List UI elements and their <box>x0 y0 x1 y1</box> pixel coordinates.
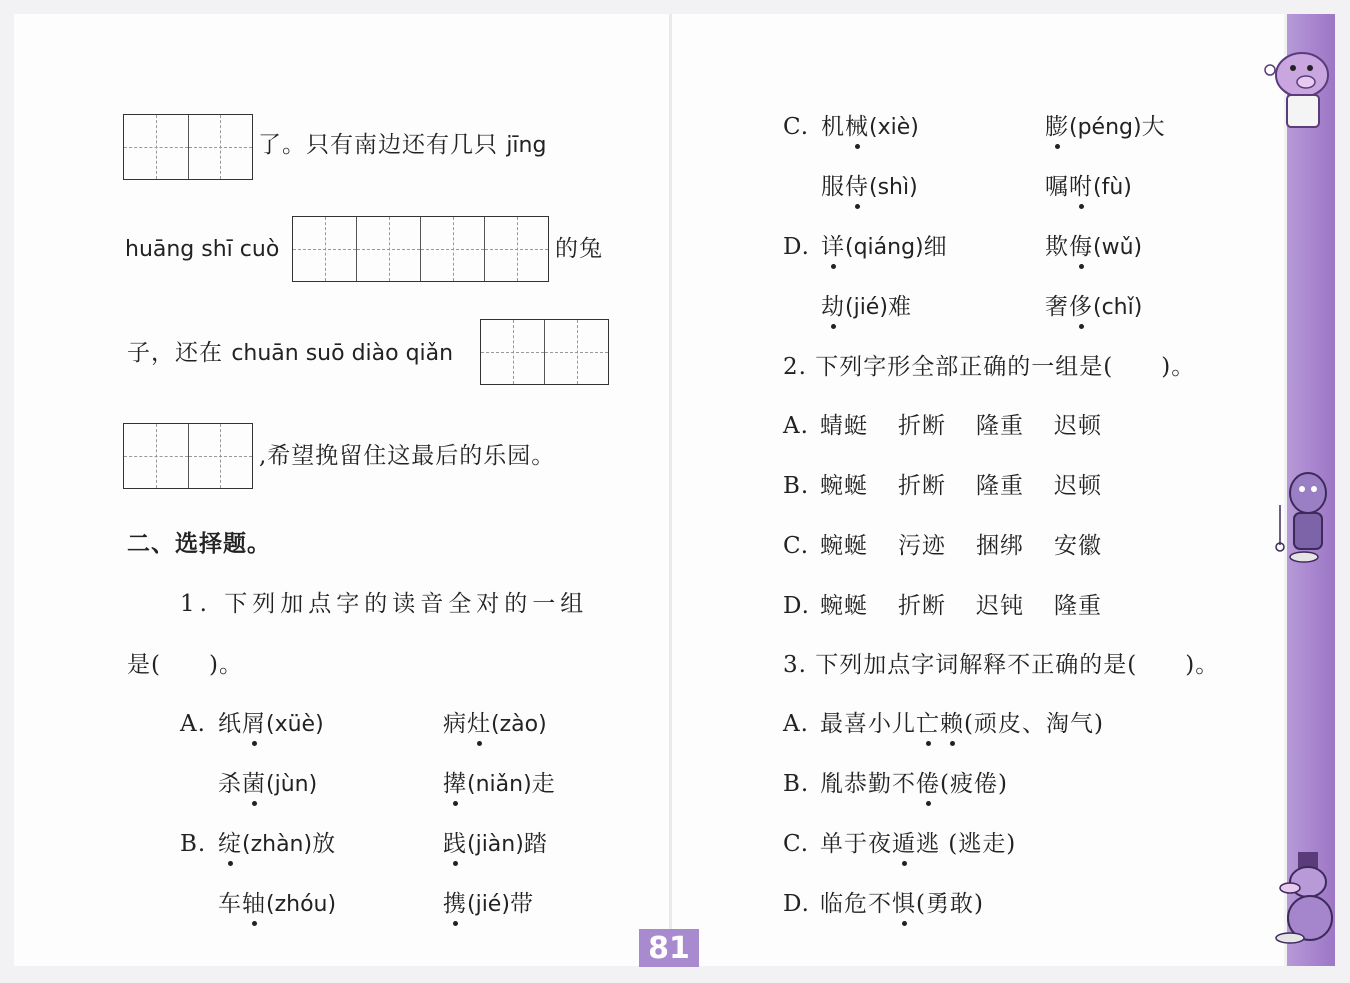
word-suffix: 放 <box>312 831 337 857</box>
option-word-b <box>1045 116 1166 139</box>
word-prefix: 病 <box>443 711 467 737</box>
dotted-char: 践 <box>443 831 467 857</box>
dotted-char: 侈 <box>1069 294 1093 320</box>
dotted-char: 屑 <box>242 711 266 737</box>
pinyin: (shì) <box>869 175 918 200</box>
option-word-a <box>218 773 317 796</box>
tianzige-box-2[interactable] <box>292 216 549 282</box>
text-prefix: 临危不 <box>820 891 892 917</box>
pinyin: (chǐ) <box>1093 295 1143 320</box>
dotted-char: 亡 <box>916 711 940 737</box>
dotted-char: 膨 <box>1045 114 1069 140</box>
option-word: 污迹 <box>898 533 946 559</box>
option-word: 蜻蜓 <box>820 413 868 439</box>
option-word: 蜿蜒 <box>820 593 868 619</box>
option-text <box>820 713 1104 736</box>
option-label: B. <box>783 473 810 499</box>
pinyin: (niǎn) <box>467 772 532 797</box>
line2-tail: 的兔 <box>555 236 603 262</box>
option-label: C. <box>783 831 810 857</box>
wolf-mascot-icon <box>1270 465 1340 565</box>
tianzige-box-1[interactable] <box>123 114 253 180</box>
word-suffix: 走 <box>531 771 556 797</box>
line3: 子，还在 chuān suō diào qiǎn <box>127 340 454 366</box>
text-prefix: 胤恭勤不 <box>820 771 916 797</box>
option-label: D. <box>783 891 810 917</box>
option-word-b <box>443 833 548 856</box>
dotted-char: 详 <box>821 234 845 260</box>
option-word: 隆重 <box>1054 593 1102 619</box>
pinyin: (xüè) <box>266 712 324 737</box>
dotted-char: 灶 <box>467 711 491 737</box>
word-prefix: 机 <box>821 114 845 140</box>
option-label: D. <box>783 234 810 260</box>
pinyin: (zhóu) <box>266 892 337 917</box>
option-text <box>820 893 984 916</box>
dotted-char: 劫 <box>821 294 845 320</box>
option-label: C. <box>783 533 810 559</box>
pinyin: (wǔ) <box>1093 235 1143 260</box>
option-word-a <box>218 893 336 916</box>
pinyin: (zhàn) <box>242 832 313 857</box>
option-word-a <box>821 116 919 139</box>
option-word-b <box>1045 236 1142 259</box>
text-suffix: (勇敢) <box>916 891 984 917</box>
option-label: A. <box>783 413 809 439</box>
dotted-char: 赖 <box>940 711 964 737</box>
dotted-char: 侍 <box>845 174 869 200</box>
option-label: A. <box>783 711 809 737</box>
pinyin: (qiáng) <box>845 235 924 260</box>
dotted-char: 轴 <box>242 891 266 917</box>
option-text <box>820 833 1016 856</box>
pinyin: (jiàn) <box>467 832 524 857</box>
section-title: 二、选择题。 <box>127 531 271 557</box>
pinyin-huangshicuo: huāng shī cuò <box>125 237 280 262</box>
dotted-char: 倦 <box>916 771 940 797</box>
text-suffix: 逃 (逃走) <box>916 831 1017 857</box>
dotted-char: 菌 <box>242 771 266 797</box>
option-word: 隆重 <box>976 473 1024 499</box>
q1-stem-2: 是( )。 <box>127 652 243 678</box>
option-word-a <box>218 713 324 736</box>
word-prefix: 欺 <box>1045 234 1069 260</box>
pinyin: (péng) <box>1069 115 1142 140</box>
pinyin: (fù) <box>1093 175 1132 200</box>
pig-mascot-icon <box>1262 40 1340 130</box>
word-prefix: 杀 <box>218 771 242 797</box>
text-prefix: 单于夜 <box>820 831 892 857</box>
text-suffix: (顽皮、淘气) <box>964 711 1104 737</box>
word-prefix: 服 <box>821 174 845 200</box>
word-prefix: 奢 <box>1045 294 1069 320</box>
option-word-a <box>821 176 918 199</box>
option-word: 隆重 <box>976 413 1024 439</box>
pinyin: (jùn) <box>266 772 318 797</box>
option-word: 迟钝 <box>976 593 1024 619</box>
dotted-char: 惧 <box>892 891 916 917</box>
dotted-char: 械 <box>845 114 869 140</box>
option-label: D. <box>783 593 810 619</box>
word-suffix: 难 <box>887 294 912 320</box>
pinyin: (xiè) <box>869 115 919 140</box>
option-word: 捆绑 <box>976 533 1024 559</box>
q3-stem: 3. 下列加点字词解释不正确的是( )。 <box>783 652 1220 678</box>
duck-mascot-icon <box>1270 850 1340 945</box>
q1-stem: 1. 下列加点字的读音全对的一组 <box>180 591 589 617</box>
tianzige-box-3[interactable] <box>480 319 609 385</box>
tianzige-box-4[interactable] <box>123 423 253 489</box>
dotted-char: 携 <box>443 891 467 917</box>
option-label: B. <box>180 831 207 857</box>
option-word-b <box>443 773 556 796</box>
option-word: 迟顿 <box>1054 473 1102 499</box>
option-word: 蜿蜒 <box>820 473 868 499</box>
option-word: 蜿蜒 <box>820 533 868 559</box>
page-number: 81 <box>639 929 699 967</box>
option-label: C. <box>783 114 810 140</box>
option-word: 折断 <box>898 593 946 619</box>
option-word-b <box>1045 296 1142 319</box>
option-word: 迟顿 <box>1054 413 1102 439</box>
word-suffix: 踏 <box>523 831 548 857</box>
word-prefix: 车 <box>218 891 242 917</box>
pinyin: (jié) <box>467 892 510 917</box>
text-suffix: (疲倦) <box>940 771 1008 797</box>
word-suffix: 带 <box>509 891 534 917</box>
option-word-b <box>443 713 547 736</box>
text-prefix: 最喜小儿 <box>820 711 916 737</box>
dotted-char: 侮 <box>1069 234 1093 260</box>
word-suffix: 细 <box>923 234 948 260</box>
word-prefix: 嘱 <box>1045 174 1069 200</box>
dotted-char: 撵 <box>443 771 467 797</box>
option-word-b <box>443 893 534 916</box>
dotted-char: 咐 <box>1069 174 1093 200</box>
pinyin: (zào) <box>491 712 547 737</box>
option-label: A. <box>180 711 206 737</box>
line1: 了。只有南边还有几只 jīng <box>258 132 547 158</box>
word-suffix: 大 <box>1141 114 1166 140</box>
word-prefix: 纸 <box>218 711 242 737</box>
option-word: 安徽 <box>1054 533 1102 559</box>
line4: ,希望挽留住这最后的乐园。 <box>259 443 556 469</box>
q2-stem: 2. 下列字形全部正确的一组是( )。 <box>783 354 1196 380</box>
option-word: 折断 <box>898 473 946 499</box>
pinyin: (jié) <box>845 295 888 320</box>
option-word-b <box>1045 176 1132 199</box>
option-label: B. <box>783 771 810 797</box>
option-text <box>820 773 1008 796</box>
dotted-char: 遁 <box>892 831 916 857</box>
dotted-char: 绽 <box>218 831 242 857</box>
option-word: 折断 <box>898 413 946 439</box>
option-word-a <box>821 296 912 319</box>
option-word-a <box>218 833 336 856</box>
option-word-a <box>821 236 948 259</box>
